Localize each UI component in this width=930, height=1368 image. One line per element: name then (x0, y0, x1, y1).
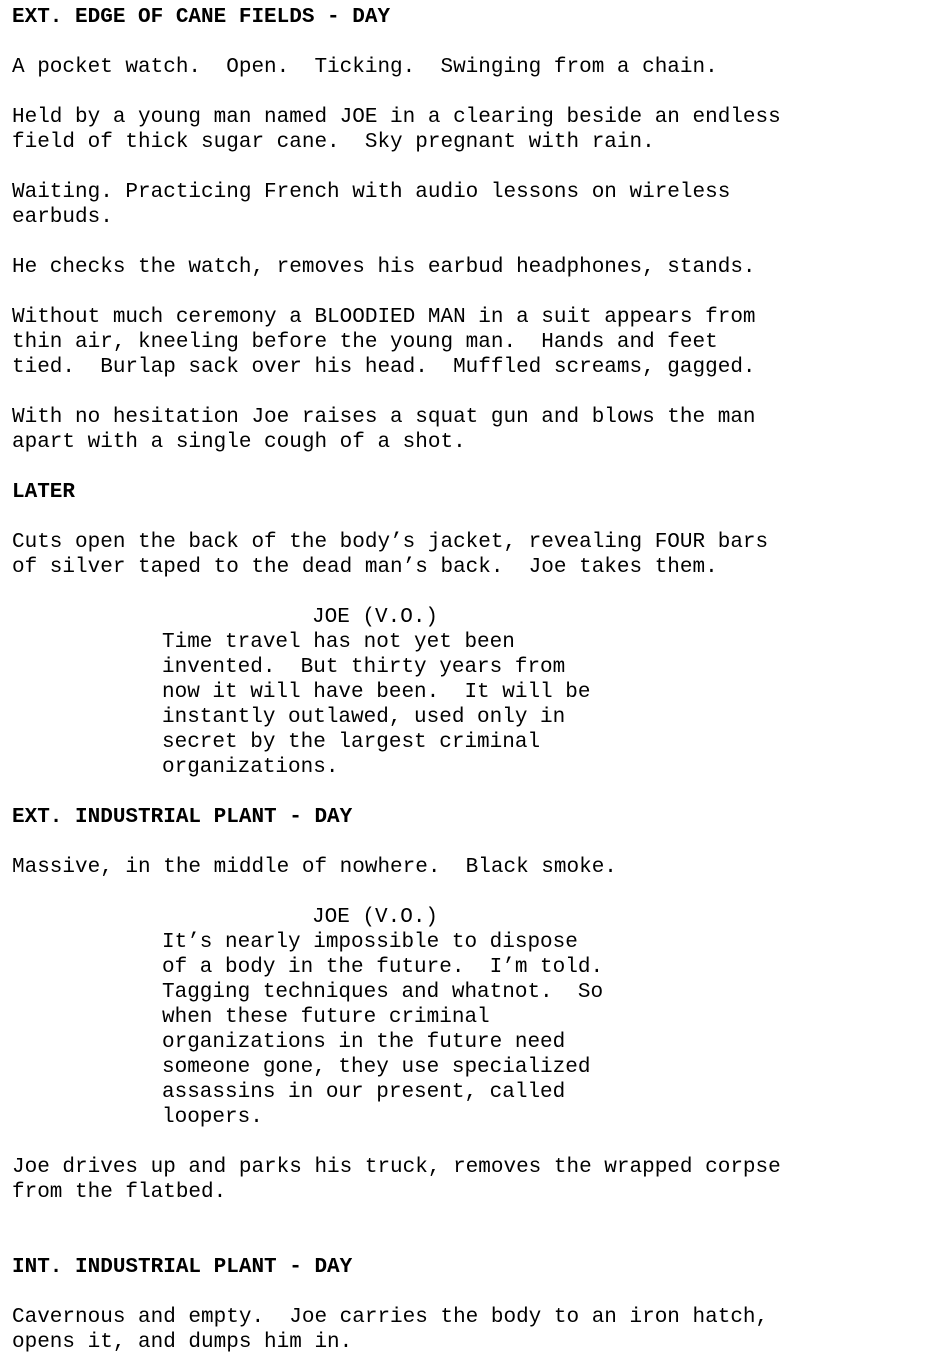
action-block (12, 405, 917, 455)
action-line: Massive, in the middle of nowhere. Black smoke. (12, 856, 617, 879)
scene-heading: INT. INDUSTRIAL PLANT - DAY (12, 1256, 353, 1279)
dialogue-line: when these future criminal (162, 1006, 490, 1029)
dialogue-line: organizations. (162, 756, 339, 779)
action-line: With no hesitation Joe raises a squat gun and blows the man (12, 406, 756, 429)
action-line: He checks the watch, removes his earbud headphones, stands. (12, 256, 756, 279)
character-name: JOE (V.O.) (312, 906, 439, 929)
action-line: field of thick sugar cane. Sky pregnant with rain. (12, 131, 655, 154)
action-line: of silver taped to the dead man’s back. Joe takes them. (12, 556, 718, 579)
dialogue-line: Time travel has not yet been (162, 631, 515, 654)
action-line: earbuds. (12, 206, 113, 229)
action-line: Joe drives up and parks his truck, removes the wrapped corpse (12, 1156, 781, 1179)
dialogue-line: secret by the largest criminal (162, 731, 541, 754)
action-line: Waiting. Practicing French with audio lessons on wireless (12, 181, 731, 204)
action-block (12, 255, 917, 280)
action-line: Without much ceremony a BLOODIED MAN in a suit appears from (12, 306, 756, 329)
action-block (12, 1305, 917, 1355)
action-block (12, 105, 917, 155)
action-line: tied. Burlap sack over his head. Muffled screams, gagged. (12, 356, 756, 379)
dialogue-block (12, 605, 917, 780)
action-line: opens it, and dumps him in. (12, 1331, 353, 1354)
character-name: JOE (V.O.) (312, 606, 439, 629)
action-block (12, 305, 917, 380)
action-line: Held by a young man named JOE in a clearing beside an endless (12, 106, 781, 129)
dialogue-line: of a body in the future. I’m told. (162, 956, 604, 979)
dialogue-block (12, 905, 917, 1130)
dialogue-line: loopers. (162, 1106, 263, 1129)
scene-heading: EXT. INDUSTRIAL PLANT - DAY (12, 806, 353, 829)
action-block (12, 180, 917, 230)
dialogue-line: organizations in the future need (162, 1031, 566, 1054)
action-block (12, 855, 917, 880)
action-block (12, 1155, 917, 1205)
dialogue-line: instantly outlawed, used only in (162, 706, 566, 729)
action-block (12, 55, 917, 80)
action-block (12, 530, 917, 580)
dialogue-line: invented. But thirty years from (162, 656, 566, 679)
dialogue-line: assassins in our present, called (162, 1081, 566, 1104)
dialogue-line: Tagging techniques and whatnot. So (162, 981, 604, 1004)
dialogue-line: It’s nearly impossible to dispose (162, 931, 578, 954)
action-line: Cuts open the back of the body’s jacket, revealing FOUR bars (12, 531, 769, 554)
screenplay-page (12, 5, 917, 1355)
action-line: Cavernous and empty. Joe carries the body to an iron hatch, (12, 1306, 769, 1329)
action-line: thin air, kneeling before the young man. Hands and feet (12, 331, 718, 354)
dialogue-line: now it will have been. It will be (162, 681, 591, 704)
action-line: A pocket watch. Open. Ticking. Swinging from a chain. (12, 56, 718, 79)
action-line: apart with a single cough of a shot. (12, 431, 466, 454)
dialogue-line: someone gone, they use specialized (162, 1056, 591, 1079)
transition-later: LATER (12, 481, 76, 504)
action-line: from the flatbed. (12, 1181, 227, 1204)
scene-heading: EXT. EDGE OF CANE FIELDS - DAY (12, 6, 391, 29)
